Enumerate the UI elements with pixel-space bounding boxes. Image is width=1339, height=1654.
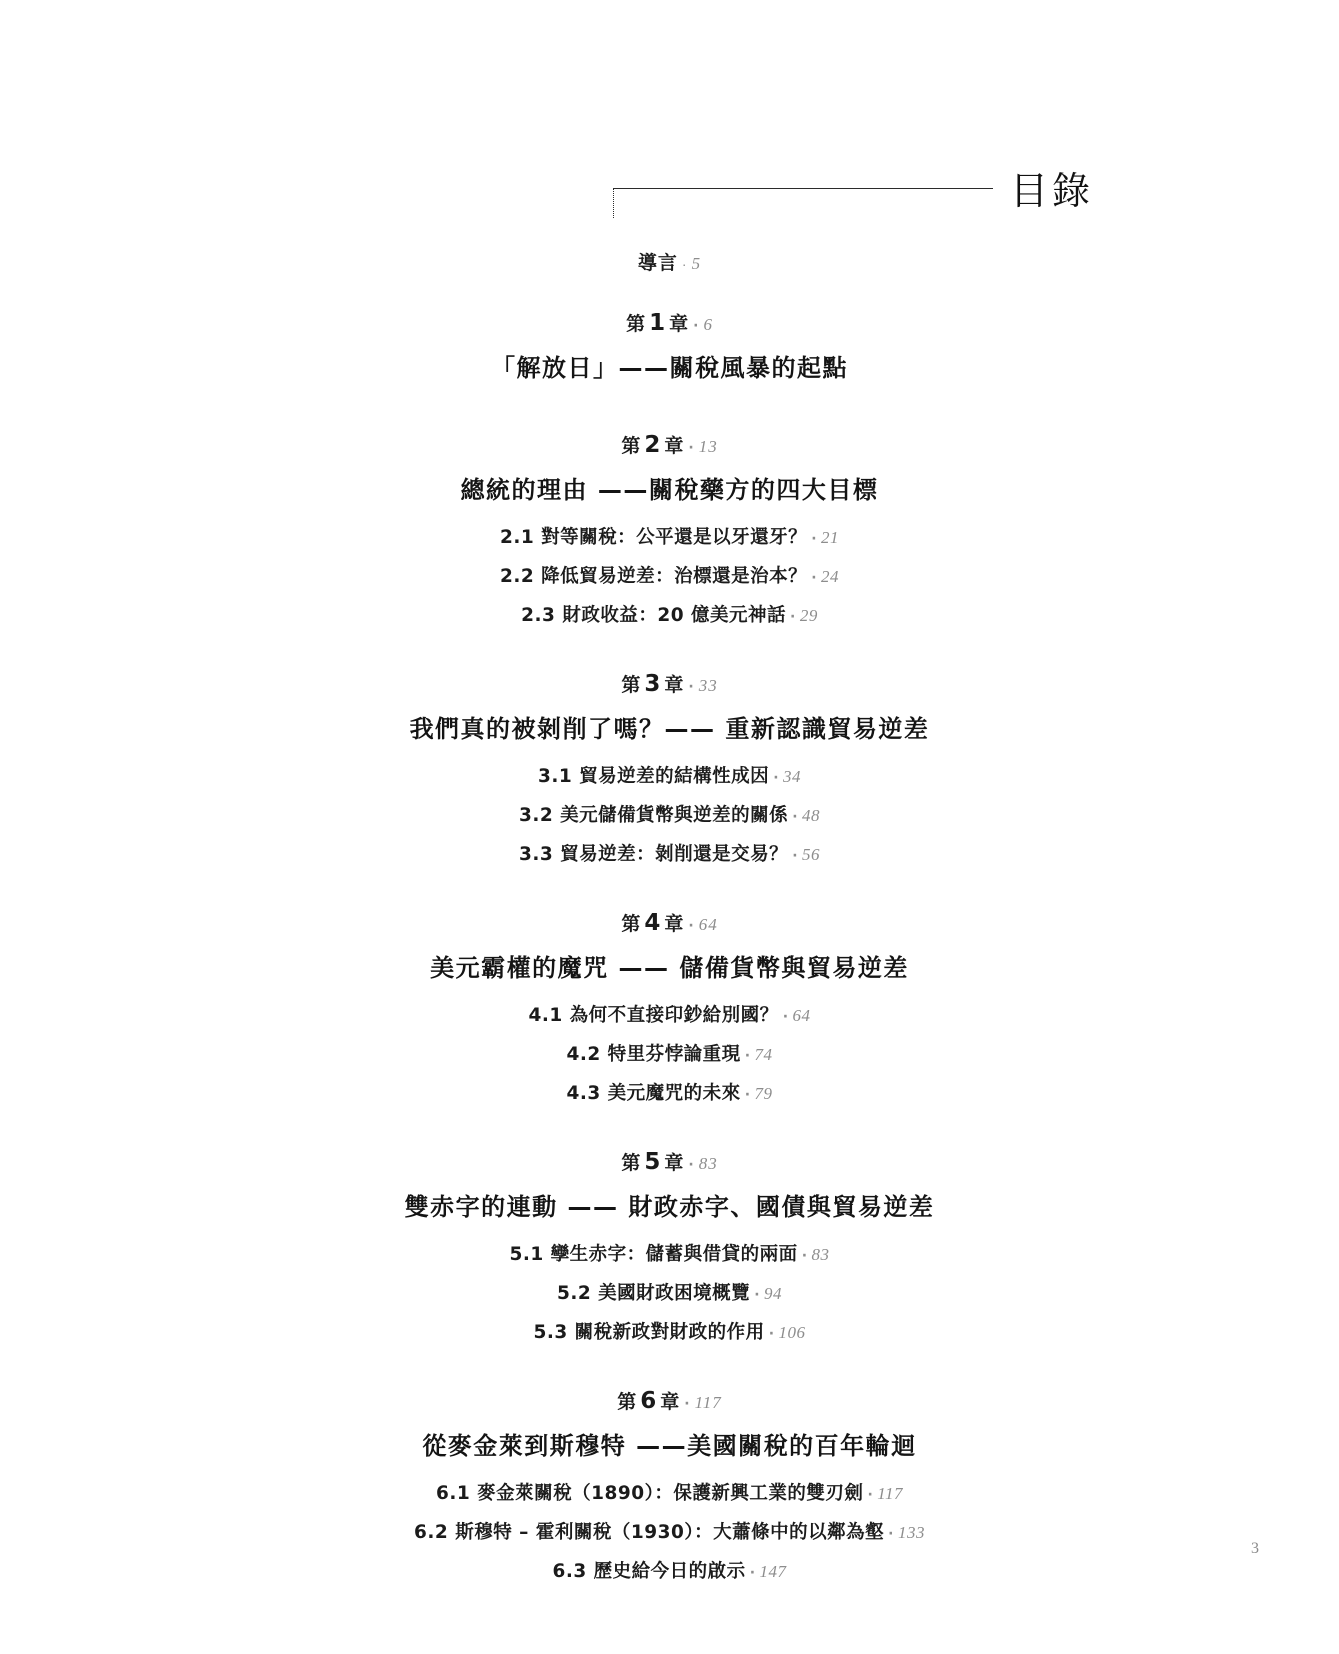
separator-dot: · [782, 1009, 789, 1025]
toc-section-label: 6.2 斯穆特 – 霍利關稅（1930）：大蕭條中的以鄰為壑 [414, 1522, 885, 1543]
toc-section-page: 29 [799, 606, 818, 625]
toc-chapter-block [0, 1387, 1339, 1583]
chapter-prefix: 第 [626, 313, 647, 335]
chapter-index: 4 [644, 910, 662, 936]
toc-section-page: 64 [792, 1006, 811, 1025]
chapter-suffix: 章 [664, 1152, 685, 1174]
toc-chapter-number[interactable] [0, 1387, 1339, 1414]
toc-section-row[interactable] [0, 1001, 1339, 1027]
toc-section-row[interactable] [0, 601, 1339, 627]
toc-chapter-page: 6 [703, 315, 713, 334]
spacer [0, 401, 1339, 431]
spacer [0, 1596, 1339, 1626]
separator-dot: · [688, 1157, 695, 1173]
spacer [0, 1118, 1339, 1148]
toc-chapter-title[interactable]: 從麥金萊到斯穆特 ——美國關稅的百年輪迴 [422, 1432, 917, 1460]
chapter-prefix: 第 [621, 674, 642, 696]
toc-chapter-block [0, 309, 1339, 383]
toc-section-row[interactable] [0, 1479, 1339, 1505]
toc-section-row[interactable] [0, 1318, 1339, 1344]
toc-section-page: 21 [821, 528, 840, 547]
page-title: 目錄 [1010, 169, 1095, 213]
toc-chapter-block [0, 909, 1339, 1105]
chapter-index: 5 [644, 1149, 662, 1175]
toc-section-row[interactable] [0, 1079, 1339, 1105]
toc-section-page: 147 [759, 1562, 787, 1581]
header-rule-group [613, 160, 993, 220]
toc-section-page: 24 [821, 567, 840, 586]
spacer [0, 879, 1339, 909]
toc-section-row[interactable] [0, 1279, 1339, 1305]
page-number: 3 [1251, 1540, 1259, 1557]
chapter-suffix: 章 [660, 1391, 681, 1413]
toc-section-label: 4.1 為何不直接印鈔給別國？ [528, 1005, 779, 1026]
toc-chapter-block [0, 1148, 1339, 1344]
separator-dot: · [801, 1248, 808, 1264]
toc-section-page: 133 [897, 1523, 925, 1542]
separator-dot: · [688, 679, 695, 695]
toc-section-page: 48 [802, 806, 821, 825]
separator-dot: · [684, 1396, 691, 1412]
toc-section-page: 94 [764, 1284, 783, 1303]
toc-section-page: 106 [778, 1323, 806, 1342]
toc-chapter-title[interactable]: 我們真的被剝削了嗎？—— 重新認識貿易逆差 [409, 715, 930, 743]
toc-chapter-title[interactable]: 「解放日」——關稅風暴的起點 [491, 354, 848, 382]
separator-dot: · [744, 1048, 751, 1064]
separator-dot: · [867, 1487, 874, 1503]
chapter-index: 2 [644, 432, 662, 458]
chapter-index: 6 [640, 1388, 658, 1414]
toc-chapter-title[interactable]: 總統的理由 ——關稅藥方的四大目標 [460, 476, 879, 504]
toc-chapter-number[interactable] [0, 670, 1339, 697]
toc-section-page: 34 [783, 767, 802, 786]
toc-chapter-title[interactable]: 美元霸權的魔咒 —— 儲備貨幣與貿易逆差 [430, 954, 909, 982]
header-horizontal-rule [613, 188, 993, 189]
chapter-suffix: 章 [669, 313, 690, 335]
separator-dot: · [792, 848, 799, 864]
separator-dot: · [688, 440, 695, 456]
separator-dot: · [688, 918, 695, 934]
toc-section-page: 117 [877, 1484, 904, 1503]
toc-section-page: 56 [802, 845, 821, 864]
separator-dot: · [693, 318, 700, 334]
toc-chapter-page: 117 [694, 1393, 722, 1412]
toc-section-label: 5.1 孿生赤字：儲蓄與借貸的兩面 [509, 1244, 798, 1265]
spacer [0, 1357, 1339, 1387]
toc-chapter-number[interactable] [0, 1148, 1339, 1175]
toc-chapter-page: 33 [698, 676, 718, 695]
toc-section-label: 4.3 美元魔咒的未來 [566, 1083, 741, 1104]
toc-chapter-number[interactable] [0, 909, 1339, 936]
toc-chapter-block [0, 431, 1339, 627]
toc-entry-list [0, 248, 1339, 1626]
toc-entry-page: 5 [691, 254, 702, 273]
toc-section-row[interactable] [0, 840, 1339, 866]
toc-chapter-block [0, 670, 1339, 866]
chapter-prefix: 第 [621, 435, 642, 457]
toc-section-row[interactable] [0, 801, 1339, 827]
toc-section-label: 2.2 降低貿易逆差：治標還是治本？ [499, 566, 808, 587]
toc-section-label: 5.2 美國財政困境概覽 [556, 1283, 751, 1304]
separator-dot: · [811, 531, 818, 547]
separator-dot: · [768, 1326, 775, 1342]
toc-section-page: 83 [811, 1245, 830, 1264]
separator-dot: · [790, 609, 796, 625]
toc-section-row[interactable] [0, 523, 1339, 549]
separator-dot: · [681, 256, 688, 272]
toc-section-label: 6.3 歷史給今日的啟示 [552, 1561, 746, 1582]
chapter-suffix: 章 [664, 674, 685, 696]
toc-chapter-title[interactable]: 雙赤字的連動 —— 財政赤字、國債與貿易逆差 [404, 1193, 935, 1221]
toc-section-label: 3.3 貿易逆差：剝削還是交易？ [518, 844, 789, 865]
toc-section-row[interactable] [0, 562, 1339, 588]
toc-section-label: 2.3 財政收益：20 億美元神話 [521, 605, 787, 626]
toc-chapter-page: 13 [698, 437, 718, 456]
toc-entry-label: 導言 [637, 252, 678, 274]
separator-dot: · [749, 1565, 756, 1581]
toc-chapter-number[interactable] [0, 431, 1339, 458]
header-dotted-tick [613, 188, 615, 218]
toc-section-row[interactable] [0, 1040, 1339, 1066]
toc-entry-intro[interactable] [0, 248, 1339, 275]
toc-section-page: 74 [754, 1045, 773, 1064]
toc-section-row[interactable] [0, 762, 1339, 788]
toc-header [0, 160, 1339, 220]
separator-dot: · [811, 570, 818, 586]
chapter-prefix: 第 [621, 1152, 642, 1174]
chapter-index: 3 [644, 671, 662, 697]
separator-dot: · [792, 809, 799, 825]
toc-chapter-page: 64 [698, 915, 718, 934]
chapter-prefix: 第 [617, 1391, 638, 1413]
separator-dot: · [754, 1287, 761, 1303]
toc-section-row[interactable] [0, 1518, 1339, 1544]
toc-chapter-number[interactable] [0, 309, 1339, 336]
spacer [0, 640, 1339, 670]
toc-section-row[interactable] [0, 1557, 1339, 1583]
chapter-prefix: 第 [621, 913, 642, 935]
toc-section-label: 6.1 麥金萊關稅（1890）：保護新興工業的雙刃劍 [435, 1483, 864, 1504]
toc-section-page: 79 [754, 1084, 773, 1103]
separator-dot: · [888, 1526, 894, 1542]
separator-dot: · [744, 1087, 751, 1103]
toc-section-row[interactable] [0, 1240, 1339, 1266]
chapter-index: 1 [649, 310, 667, 336]
toc-section-label: 3.2 美元儲備貨幣與逆差的關係 [518, 805, 789, 826]
toc-section-label: 4.2 特里芬悖論重現 [566, 1044, 741, 1065]
toc-section-label: 3.1 貿易逆差的結構性成因 [537, 766, 770, 787]
toc-section-label: 5.3 關稅新政對財政的作用 [533, 1322, 765, 1343]
separator-dot: · [773, 770, 780, 786]
toc-section-label: 2.1 對等關稅：公平還是以牙還牙？ [499, 527, 808, 548]
chapter-suffix: 章 [664, 435, 685, 457]
toc-chapter-page: 83 [698, 1154, 718, 1173]
chapter-suffix: 章 [664, 913, 685, 935]
